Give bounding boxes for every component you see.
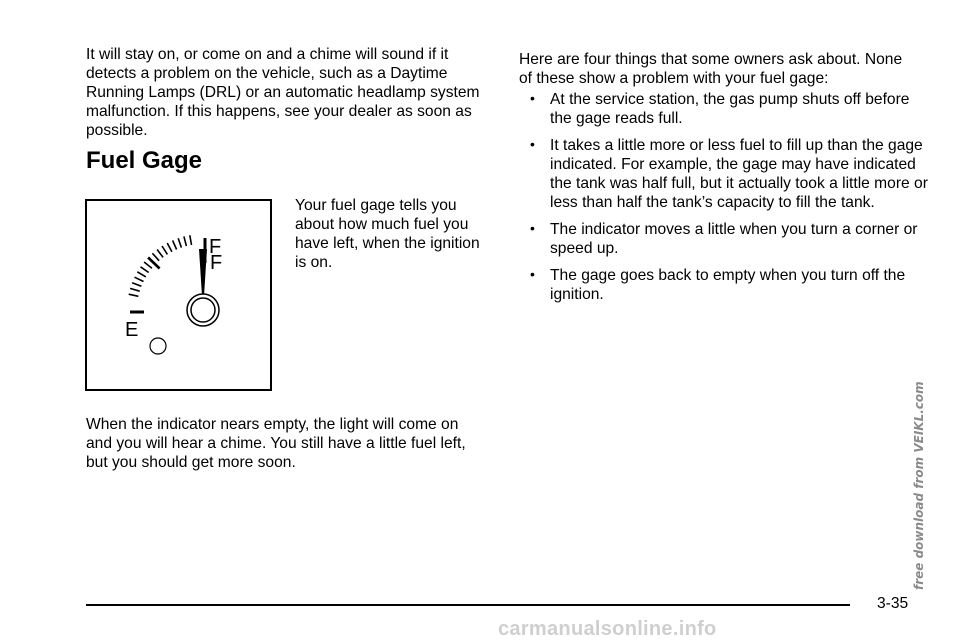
gage-tick [157, 250, 163, 258]
fuel-gage-figure [85, 199, 272, 391]
gage-tick-marks [129, 235, 192, 296]
intro-paragraph: It will stay on, or come on and a chime will sound if it detects a problem on the vehicle, such as a Daytime Running Lamps (DRL) or an automatic headlamp system malfunction. If this happens, see your dealer as soon as possible. [86, 46, 480, 139]
gage-tick [152, 253, 159, 260]
fuel-needle-icon [199, 249, 207, 296]
gage-tick [132, 283, 141, 287]
bullet-icon: • [530, 220, 535, 236]
owner-questions-intro: Here are four things that some owners ask about. None of these show a problem with your fuel gage: [519, 51, 903, 87]
empty-warning-paragraph: When the indicator nears empty, the light will come on and you will hear a chime. You still have a little fuel left, but you should get more soon. [86, 416, 466, 471]
fuel-gage-illustration [87, 201, 274, 393]
gage-tick [141, 267, 149, 273]
gage-tick [173, 240, 177, 249]
page-number: 3-35 [877, 595, 909, 612]
gage-tick [178, 238, 181, 247]
section-heading: Fuel Gage [86, 147, 203, 174]
full-label: F [209, 236, 222, 258]
gage-tick [137, 272, 146, 277]
gage-tick [135, 277, 144, 281]
side-watermark: free download from VEIKL.com [912, 381, 926, 590]
bottom-watermark: carmanualsonline.info [498, 618, 717, 640]
footer-rule [86, 604, 850, 606]
gage-tick [167, 243, 172, 252]
bullet-icon: • [530, 90, 535, 106]
indicator-light-icon [150, 338, 166, 354]
gage-tick [129, 294, 139, 296]
owner-questions-list [519, 90, 929, 312]
gage-tick [144, 262, 152, 268]
gage-tick [162, 246, 167, 254]
gage-tick [190, 235, 192, 245]
gage-description: Your fuel gage tells you about how much fuel you have left, when the ignition is on. [295, 197, 480, 271]
gage-tick [184, 236, 187, 246]
list-item: • The gage goes back to empty when you turn off the ignition. [530, 266, 906, 303]
list-item: • At the service station, the gas pump shuts off before the gage reads full. [530, 90, 910, 127]
bullet-icon: • [530, 136, 535, 152]
list-item: • It takes a little more or less fuel to fill up than the gage indicated. For example, the gage may have indicated the tank was half full, but it actually took a little more or less than half the tank’s capacity to fill the tank. [530, 136, 928, 211]
empty-label: E [125, 319, 139, 341]
needle-hub-inner-icon [191, 298, 215, 322]
bullet-icon: • [530, 266, 535, 282]
full-label-echo: F [210, 252, 223, 274]
gage-tick [130, 288, 140, 291]
list-item: • The indicator moves a little when you turn a corner or speed up. [530, 220, 918, 257]
